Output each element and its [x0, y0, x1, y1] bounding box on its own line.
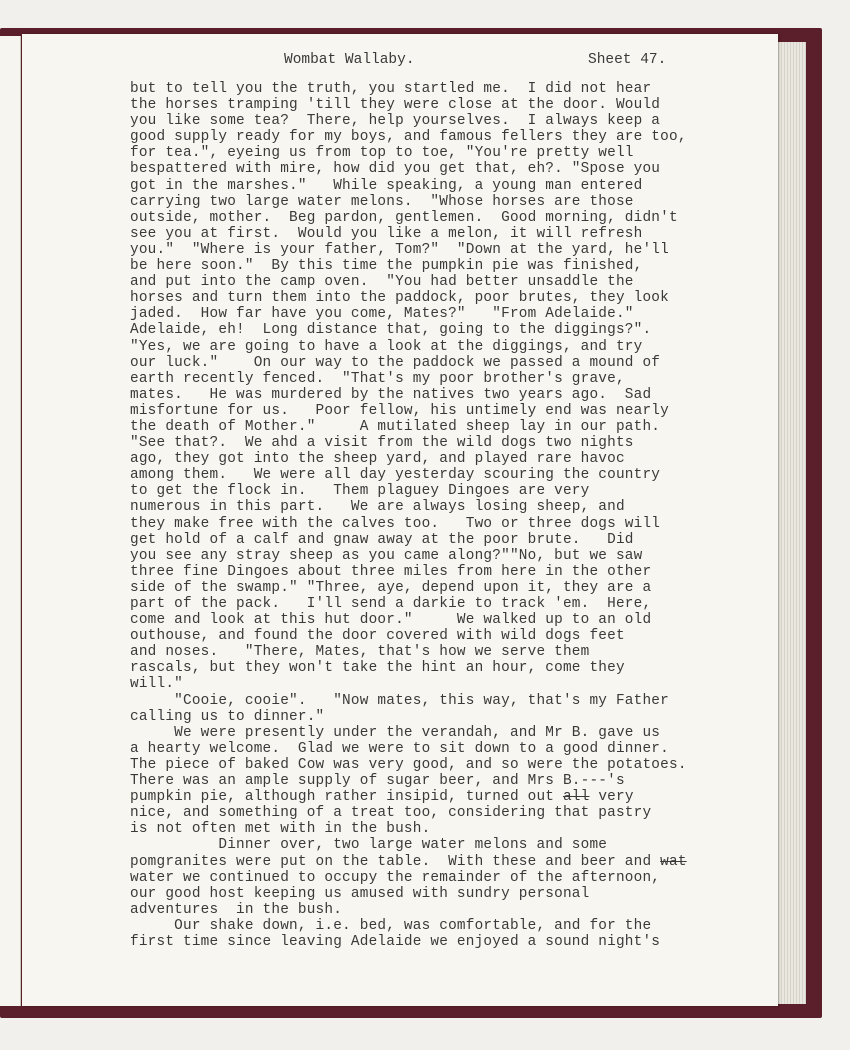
text-line [130, 854, 770, 870]
text-line [130, 161, 770, 177]
line-text: our luck." On our way to the paddock we passed a mound of [130, 354, 661, 371]
line-text: jaded. How far have you come, Mates?" "From Adelaide." [130, 306, 634, 323]
text-line [130, 548, 770, 564]
line-text: and noses. "There, Mates, that's how we serve them [130, 644, 590, 661]
line-text: misfortune for us. Poor fellow, his untimely end was nearly [130, 402, 669, 419]
text-line [130, 516, 770, 532]
line-text: good supply ready for my boys, and famous fellers they are too, [130, 129, 687, 146]
line-text: earth recently fenced. "That's my poor brother's grave, [130, 370, 625, 387]
line-text: is not often met with in the bush. [130, 821, 431, 838]
typescript-page [22, 34, 778, 1006]
line-text: water we continued to occupy the remainder of the afternoon, [130, 869, 661, 886]
text-line [130, 339, 770, 355]
text-line [130, 532, 770, 548]
text-line [130, 290, 770, 306]
text-line [130, 210, 770, 226]
text-line [130, 773, 770, 789]
line-text: among them. We were all day yesterday scouring the country [130, 467, 661, 484]
line-text: "Cooie, cooie". "Now mates, this way, that's my Father [130, 692, 669, 709]
text-line [130, 371, 770, 387]
page-header [22, 52, 778, 76]
text-line [130, 322, 770, 338]
text-line [130, 934, 770, 950]
line-text: a hearty welcome. Glad we were to sit down to a good dinner. [130, 740, 669, 757]
line-text: three fine Dingoes about three miles from here in the other [130, 563, 652, 580]
text-line [130, 435, 770, 451]
text-line [130, 644, 770, 660]
text-line [130, 886, 770, 902]
line-text: our good host keeping us amused with sundry personal [130, 885, 590, 902]
text-line [130, 741, 770, 757]
line-text: come and look at this hut door." We walked up to an old [130, 612, 652, 629]
text-line [130, 226, 770, 242]
text-line [130, 709, 770, 725]
line-text: you like some tea? There, help yourselves. I always keep a [130, 113, 661, 130]
line-text: pumpkin pie, although rather insipid, turned out [130, 789, 563, 806]
page-title: Wombat Wallaby. [284, 52, 415, 68]
line-text-continued: very [589, 789, 634, 806]
text-line [130, 757, 770, 773]
text-line [130, 387, 770, 403]
text-line [130, 113, 770, 129]
line-text: "Yes, we are going to have a look at the diggings, and try [130, 338, 643, 355]
line-text: they make free with the calves too. Two or three dogs will [130, 515, 661, 532]
text-line [130, 805, 770, 821]
line-text: ago, they got into the sheep yard, and played rare havoc [130, 451, 625, 468]
line-text: you." "Where is your father, Tom?" "Down at the yard, he'll [130, 241, 669, 258]
line-text: There was an ample supply of sugar beer, and Mrs B.---'s [130, 773, 625, 790]
text-line [130, 612, 770, 628]
text-line [130, 837, 770, 853]
line-text: horses and turn them into the paddock, poor brutes, they look [130, 290, 669, 307]
struck-word: wat [660, 853, 687, 870]
line-text: outhouse, and found the door covered with wild dogs feet [130, 628, 625, 645]
line-text: carrying two large water melons. "Whose horses are those [130, 193, 634, 210]
text-line [130, 580, 770, 596]
struck-word: all [562, 789, 590, 806]
text-line [130, 821, 770, 837]
text-line [130, 676, 770, 692]
line-text: "See that?. We ahd a visit from the wild dogs two nights [130, 435, 634, 452]
line-text: adventures in the bush. [130, 901, 343, 918]
line-text: first time since leaving Adelaide we enjoyed a sound night's [130, 933, 661, 950]
text-line [130, 660, 770, 676]
page-body [130, 81, 770, 950]
line-text: Dinner over, two large water melons and some [130, 837, 608, 854]
line-text: numerous in this part. We are always losing sheep, and [130, 499, 625, 516]
line-text: Adelaide, eh! Long distance that, going to the diggings?". [130, 322, 652, 339]
line-text: Our shake down, i.e. bed, was comfortable, and for the [130, 917, 652, 934]
text-line [130, 242, 770, 258]
line-text: for tea.", eyeing us from top to toe, "You're pretty well [130, 145, 634, 162]
line-text: get hold of a calf and gnaw away at the poor brute. Did [130, 531, 634, 548]
text-line [130, 451, 770, 467]
text-line [130, 564, 770, 580]
text-line [130, 81, 770, 97]
line-text: got in the marshes." While speaking, a young man entered [130, 177, 643, 194]
text-line [130, 725, 770, 741]
text-line [130, 419, 770, 435]
text-line [130, 693, 770, 709]
text-line [130, 403, 770, 419]
text-line [130, 97, 770, 113]
line-text: mates. He was murdered by the natives two years ago. Sad [130, 386, 652, 403]
line-text: to get the flock in. Them plaguey Dingoes are very [130, 483, 590, 500]
line-text: nice, and something of a treat too, considering that pastry [130, 805, 652, 822]
line-text: calling us to dinner." [130, 708, 325, 725]
line-text: and put into the camp oven. "You had better unsaddle the [130, 274, 634, 291]
text-line [130, 789, 770, 805]
text-line [130, 596, 770, 612]
line-text: the horses tramping 'till they were close at the door. Would [130, 97, 661, 114]
text-line [130, 499, 770, 515]
text-line [130, 274, 770, 290]
line-text: see you at first. Would you like a melon, it will refresh [130, 225, 643, 242]
text-line [130, 483, 770, 499]
line-text: bespattered with mire, how did you get that, eh?. "Spose you [130, 161, 661, 178]
line-text: part of the pack. I'll send a darkie to track 'em. Here, [130, 596, 652, 612]
text-line [130, 145, 770, 161]
text-line [130, 355, 770, 371]
text-line [130, 306, 770, 322]
facing-page [0, 36, 21, 1006]
text-line [130, 194, 770, 210]
line-text: We were presently under the verandah, and Mr B. gave us [130, 724, 661, 741]
line-text: you see any stray sheep as you came along?""No, but we saw [130, 547, 643, 564]
line-text: side of the swamp." "Three, aye, depend upon it, they are a [130, 579, 652, 596]
text-line [130, 178, 770, 194]
text-line [130, 918, 770, 934]
line-text: outside, mother. Beg pardon, gentlemen. Good morning, didn't [130, 209, 678, 226]
line-text: but to tell you the truth, you startled me. I did not hear [130, 81, 652, 97]
text-line [130, 258, 770, 274]
text-line [130, 870, 770, 886]
line-text: be here soon." By this time the pumpkin pie was finished, [130, 258, 643, 275]
text-line [130, 628, 770, 644]
line-text: rascals, but they won't take the hint an hour, come they [130, 660, 625, 677]
line-text: The piece of baked Cow was very good, and so were the potatoes. [130, 756, 687, 773]
line-text: will." [130, 676, 184, 693]
line-text: the death of Mother." A mutilated sheep lay in our path. [130, 418, 661, 435]
text-line [130, 902, 770, 918]
sheet-number: Sheet 47. [588, 52, 667, 68]
text-line [130, 467, 770, 483]
text-line [130, 129, 770, 145]
line-text: pomgranites were put on the table. With these and beer and [130, 853, 661, 870]
